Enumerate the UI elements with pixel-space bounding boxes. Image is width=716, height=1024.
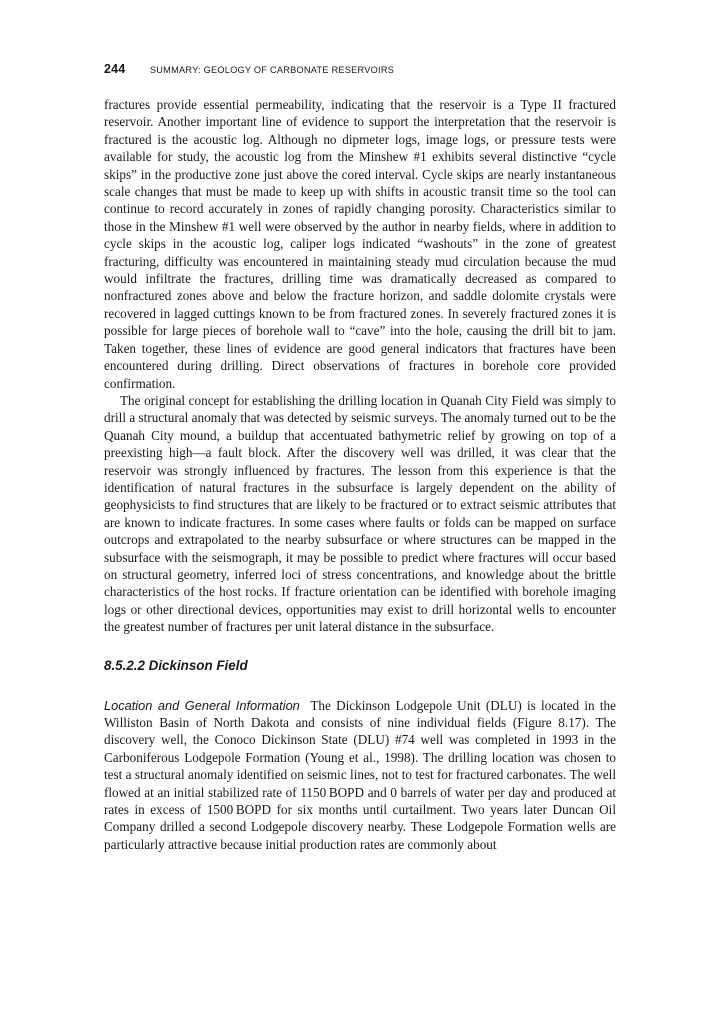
running-head xyxy=(104,60,616,80)
paragraph-drilling-location: The original concept for establishing the drilling location in Quanah City Field was simply to drill a structural anomaly that was detected by seismic surveys. The anomaly turned out to be the Quanah City mound, a buildup that accentuated bathymetric relief by growing on top of a preexisting high—a fault block. After the discovery well was drilled, it was clear that the reservoir was strongly influenced by fractures. The lesson from this experience is that the identification of natural fractures in the subsurface is largely dependent on the ability of geophysicists to find structures that are likely to be fractured or to extract seismic attributes that are known to indicate fractures. In some cases where faults or folds can be mapped on surface outcrops and extrapolated to the nearby subsurface or where structures can be mapped in the subsurface with the seismograph, it may be possible to predict where fractures will occur based on structural geometry, inferred loci of stress concentrations, and knowledge about the brittle characteristics of the host rocks. If fracture orientation can be identified with borehole imaging logs or other directional devices, opportunities may exist to drill horizontal wells to encounter the greatest number of fractures per unit lateral distance in the subsurface. xyxy=(104,392,616,635)
page-number: 244 xyxy=(104,62,126,76)
paragraph-location-text: The Dickinson Lodgepole Unit (DLU) is located in the Williston Basin of North Dakota and consists of nine individual fields (Figure 8.17). The discovery well, the Conoco Dickinson State (DLU) #74 well was completed in 1993 in the Carboniferous Lodgepole Formation (Young et al., 1998). The drilling location was chosen to test a structural anomaly identified on seismic lines, not to test for fractured carbonates. The well flowed at an initial stabilized rate of 1150 BOPD and 0 barrels of water per day and produced at rates in excess of 1500 BOPD for six months until curtailment. Two years later Duncan Oil Company drilled a second Lodgepole discovery nearby. These Lodgepole Formation wells are particularly attractive because initial production rates are commonly about xyxy=(104,697,616,852)
paragraph-continued: fractures provide essential permeability, indicating that the reservoir is a Type II fractured reservoir. Another important line of evidence to support the interpretation that the reservoir is fractured is the acoustic log. Although no dipmeter logs, image logs, or pressure tests were available for study, the acoustic log from the Minshew #1 exhibits several distinctive “cycle skips” in the productive zone just above the cored interval. Cycle skips are nearly instantaneous scale changes that must be made to keep up with shifts in acoustic transit time so the tool can continue to record accurately in zones of rapidly changing porosity. Characteristics similar to those in the Minshew #1 well were observed by the author in nearby fields, where in addition to cycle skips in the acoustic log, caliper logs indicated “washouts” in the zone of greatest fracturing, difficulty was encountered in maintaining steady mud circulation because the mud would infiltrate the fractures, drilling time was dramatically decreased as compared to nonfractured zones above and below the fracture horizon, and saddle dolomite crystals were recovered in lagged cuttings known to be from fractured zones. In severely fractured zones it is possible for large pieces of borehole wall to “cave” into the hole, causing the drill bit to jam. Taken together, these lines of evidence are good general indicators that fractures have been encountered during drilling. Direct observations of fractures in borehole core provided confirmation. xyxy=(104,97,616,391)
section-heading: 8.5.2.2 Dickinson Field xyxy=(104,657,248,673)
running-title: SUMMARY: GEOLOGY OF CARBONATE RESERVOIRS xyxy=(149,65,395,75)
body-text xyxy=(104,96,616,853)
subsection-label: Location and General Information xyxy=(104,697,300,713)
paragraph-location-info xyxy=(104,697,616,854)
